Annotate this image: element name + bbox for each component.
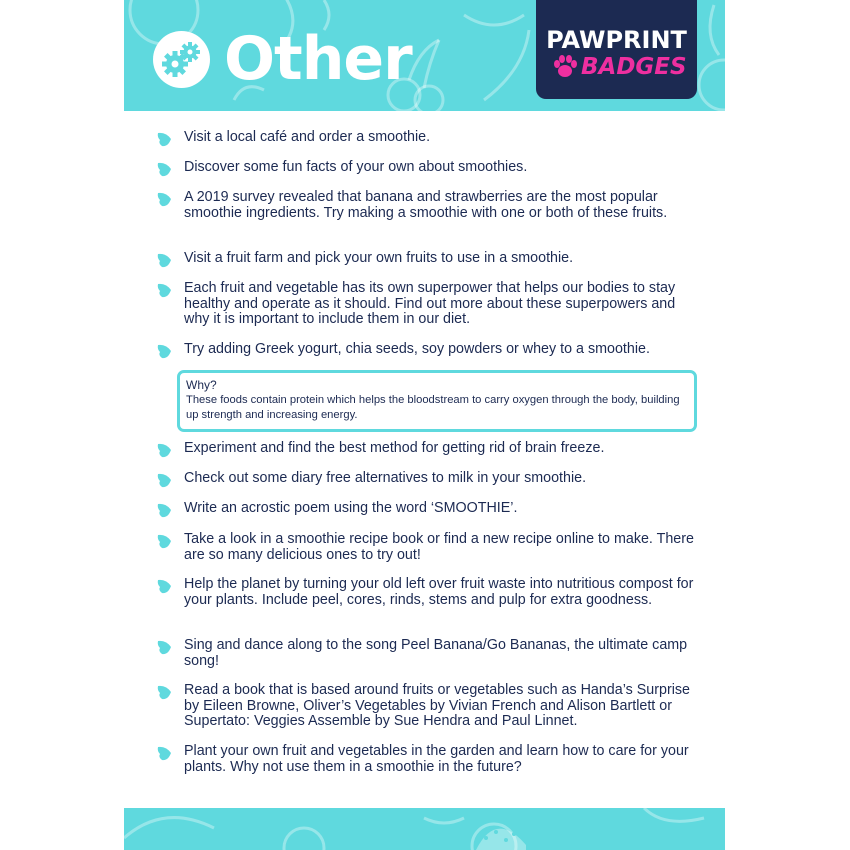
leaf-bullet-icon xyxy=(156,343,173,360)
logo-text-bottom: BADGES xyxy=(581,54,687,80)
header-banner xyxy=(124,0,725,111)
list-item-text: Check out some diary free alternatives to milk in your smoothie. xyxy=(184,470,587,486)
list-item-text: Take a look in a smoothie recipe book or find a new recipe online to make. There are so many delicious ones to try out! xyxy=(184,531,694,563)
leaf-bullet-icon xyxy=(156,533,173,550)
leaf-bullet-icon xyxy=(156,578,173,595)
pawprint-badges-logo xyxy=(536,0,697,99)
leaf-bullet-icon xyxy=(156,745,173,762)
leaf-bullet-icon xyxy=(156,282,173,299)
list-item-text: A 2019 survey revealed that banana and strawberries are the most popular smoothie ingredients. Try making a smoothie with one or both of these fruits. xyxy=(184,189,668,221)
leaf-bullet-icon xyxy=(156,442,173,459)
why-callout-box xyxy=(177,370,697,432)
leaf-bullet-icon xyxy=(156,472,173,489)
list-item-text: Write an acrostic poem using the word ‘SMOOTHIE’. xyxy=(184,500,518,516)
list-item-text: Visit a fruit farm and pick your own fruits to use in a smoothie. xyxy=(184,250,574,266)
list-item-text: Help the planet by turning your old left over fruit waste into nutritious compost for your plants. Include peel, cores, rinds, stems and pulp for extra goodness. xyxy=(184,576,694,608)
activity-sheet xyxy=(124,0,725,850)
logo-text-top: PAWPRINT xyxy=(546,26,687,54)
list-item-text: Sing and dance along to the song Peel Banana/Go Bananas, the ultimate camp song! xyxy=(184,637,688,669)
gears-icon xyxy=(153,31,210,88)
leaf-bullet-icon xyxy=(156,639,173,656)
logo-bottom-row xyxy=(551,52,687,82)
leaf-bullet-icon xyxy=(156,131,173,148)
list-item-text: Each fruit and vegetable has its own superpower that helps our bodies to stay healthy and operate as it should. Find out more about these superpowers and why it is important to include them in our diet. xyxy=(184,280,676,327)
leaf-bullet-icon xyxy=(156,684,173,701)
gears-icon-badge xyxy=(153,31,210,88)
list-item-text: Plant your own fruit and vegetables in the garden and learn how to care for your plants. Why not use them in a smoothie in the future? xyxy=(184,743,689,775)
leaf-bullet-icon xyxy=(156,502,173,519)
leaf-bullet-icon xyxy=(156,252,173,269)
list-item-text: Discover some fun facts of your own about smoothies. xyxy=(184,159,528,175)
list-item-text: Experiment and find the best method for getting rid of brain freeze. xyxy=(184,440,605,456)
why-title: Why? xyxy=(186,378,217,392)
leaf-bullet-icon xyxy=(156,191,173,208)
list-item-text: Read a book that is based around fruits or vegetables such as Handa’s Surprise by Eileen Browne, Oliver’s Vegetables by Vivian French and Alison Bartlett or Supertato: Veggies Assemble by Sue Hendra and Paul Linnet. xyxy=(184,682,690,729)
footer-banner xyxy=(124,808,725,850)
list-item-text: Try adding Greek yogurt, chia seeds, soy powders or whey to a smoothie. xyxy=(184,341,650,357)
page-title: Other xyxy=(224,24,412,94)
list-item-text: Visit a local café and order a smoothie. xyxy=(184,129,431,145)
why-text: These foods contain protein which helps the bloodstream to carry oxygen through the body, building up strength and increasing energy. xyxy=(186,394,680,421)
fruit-pattern-decoration xyxy=(124,808,725,850)
paw-icon xyxy=(551,53,579,81)
leaf-bullet-icon xyxy=(156,161,173,178)
